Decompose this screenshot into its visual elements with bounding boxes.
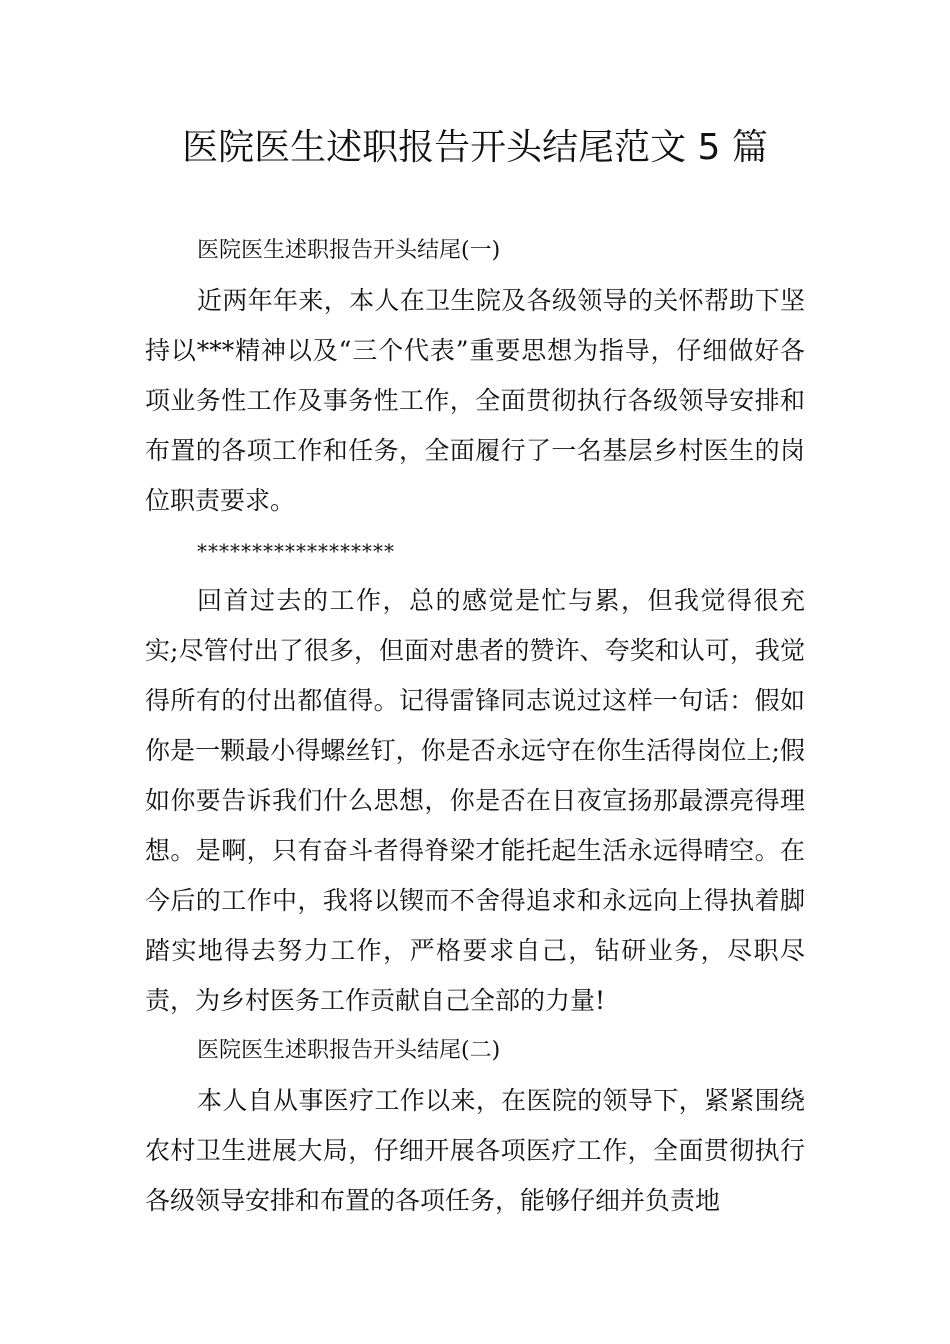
- section-1-paragraph-1: 近两年年来，本人在卫生院及各级领导的关怀帮助下坚持以***精神以及“三个代表”重要思想为指导，仔细做好各项业务性工作及事务性工作，全面贯彻执行各级领导安排和布置的各项工作和任务，全面履行了一名基层乡村医生的岗位职责要求。: [145, 286, 805, 515]
- document-title: 医院医生述职报告开头结尾范文 5 篇: [182, 127, 768, 168]
- section-1-separator: ******************: [197, 539, 395, 563]
- section-2-heading: 医院医生述职报告开头结尾(二): [197, 1038, 501, 1063]
- section-2-paragraph-1: 本人自从事医疗工作以来，在医院的领导下，紧紧围绕农村卫生进展大局，仔细开展各项医疗工作，全面贯彻执行各级领导安排和布置的各项任务，能够仔细并负责地: [145, 1086, 805, 1215]
- section-1-heading: 医院医生述职报告开头结尾(一): [197, 238, 501, 263]
- document-body: [145, 226, 805, 1226]
- section-1-paragraph-2: 回首过去的工作，总的感觉是忙与累，但我觉得很充实;尽管付出了很多，但面对患者的赞许、夸奖和认可，我觉得所有的付出都值得。记得雷锋同志说过这样一句话：假如你是一颗最小得螺丝钉，你是否永远守在你生活得岗位上;假如你要告诉我们什么思想，你是否在日夜宣扬那最漂亮得理想。是啊，只有奋斗者得脊梁才能托起生活永远得晴空。在今后的工作中，我将以锲而不舍得追求和永远向上得执着脚踏实地得去努力工作，严格要求自己，钻研业务，尽职尽责，为乡村医务工作贡献自己全部的力量!: [145, 586, 805, 1015]
